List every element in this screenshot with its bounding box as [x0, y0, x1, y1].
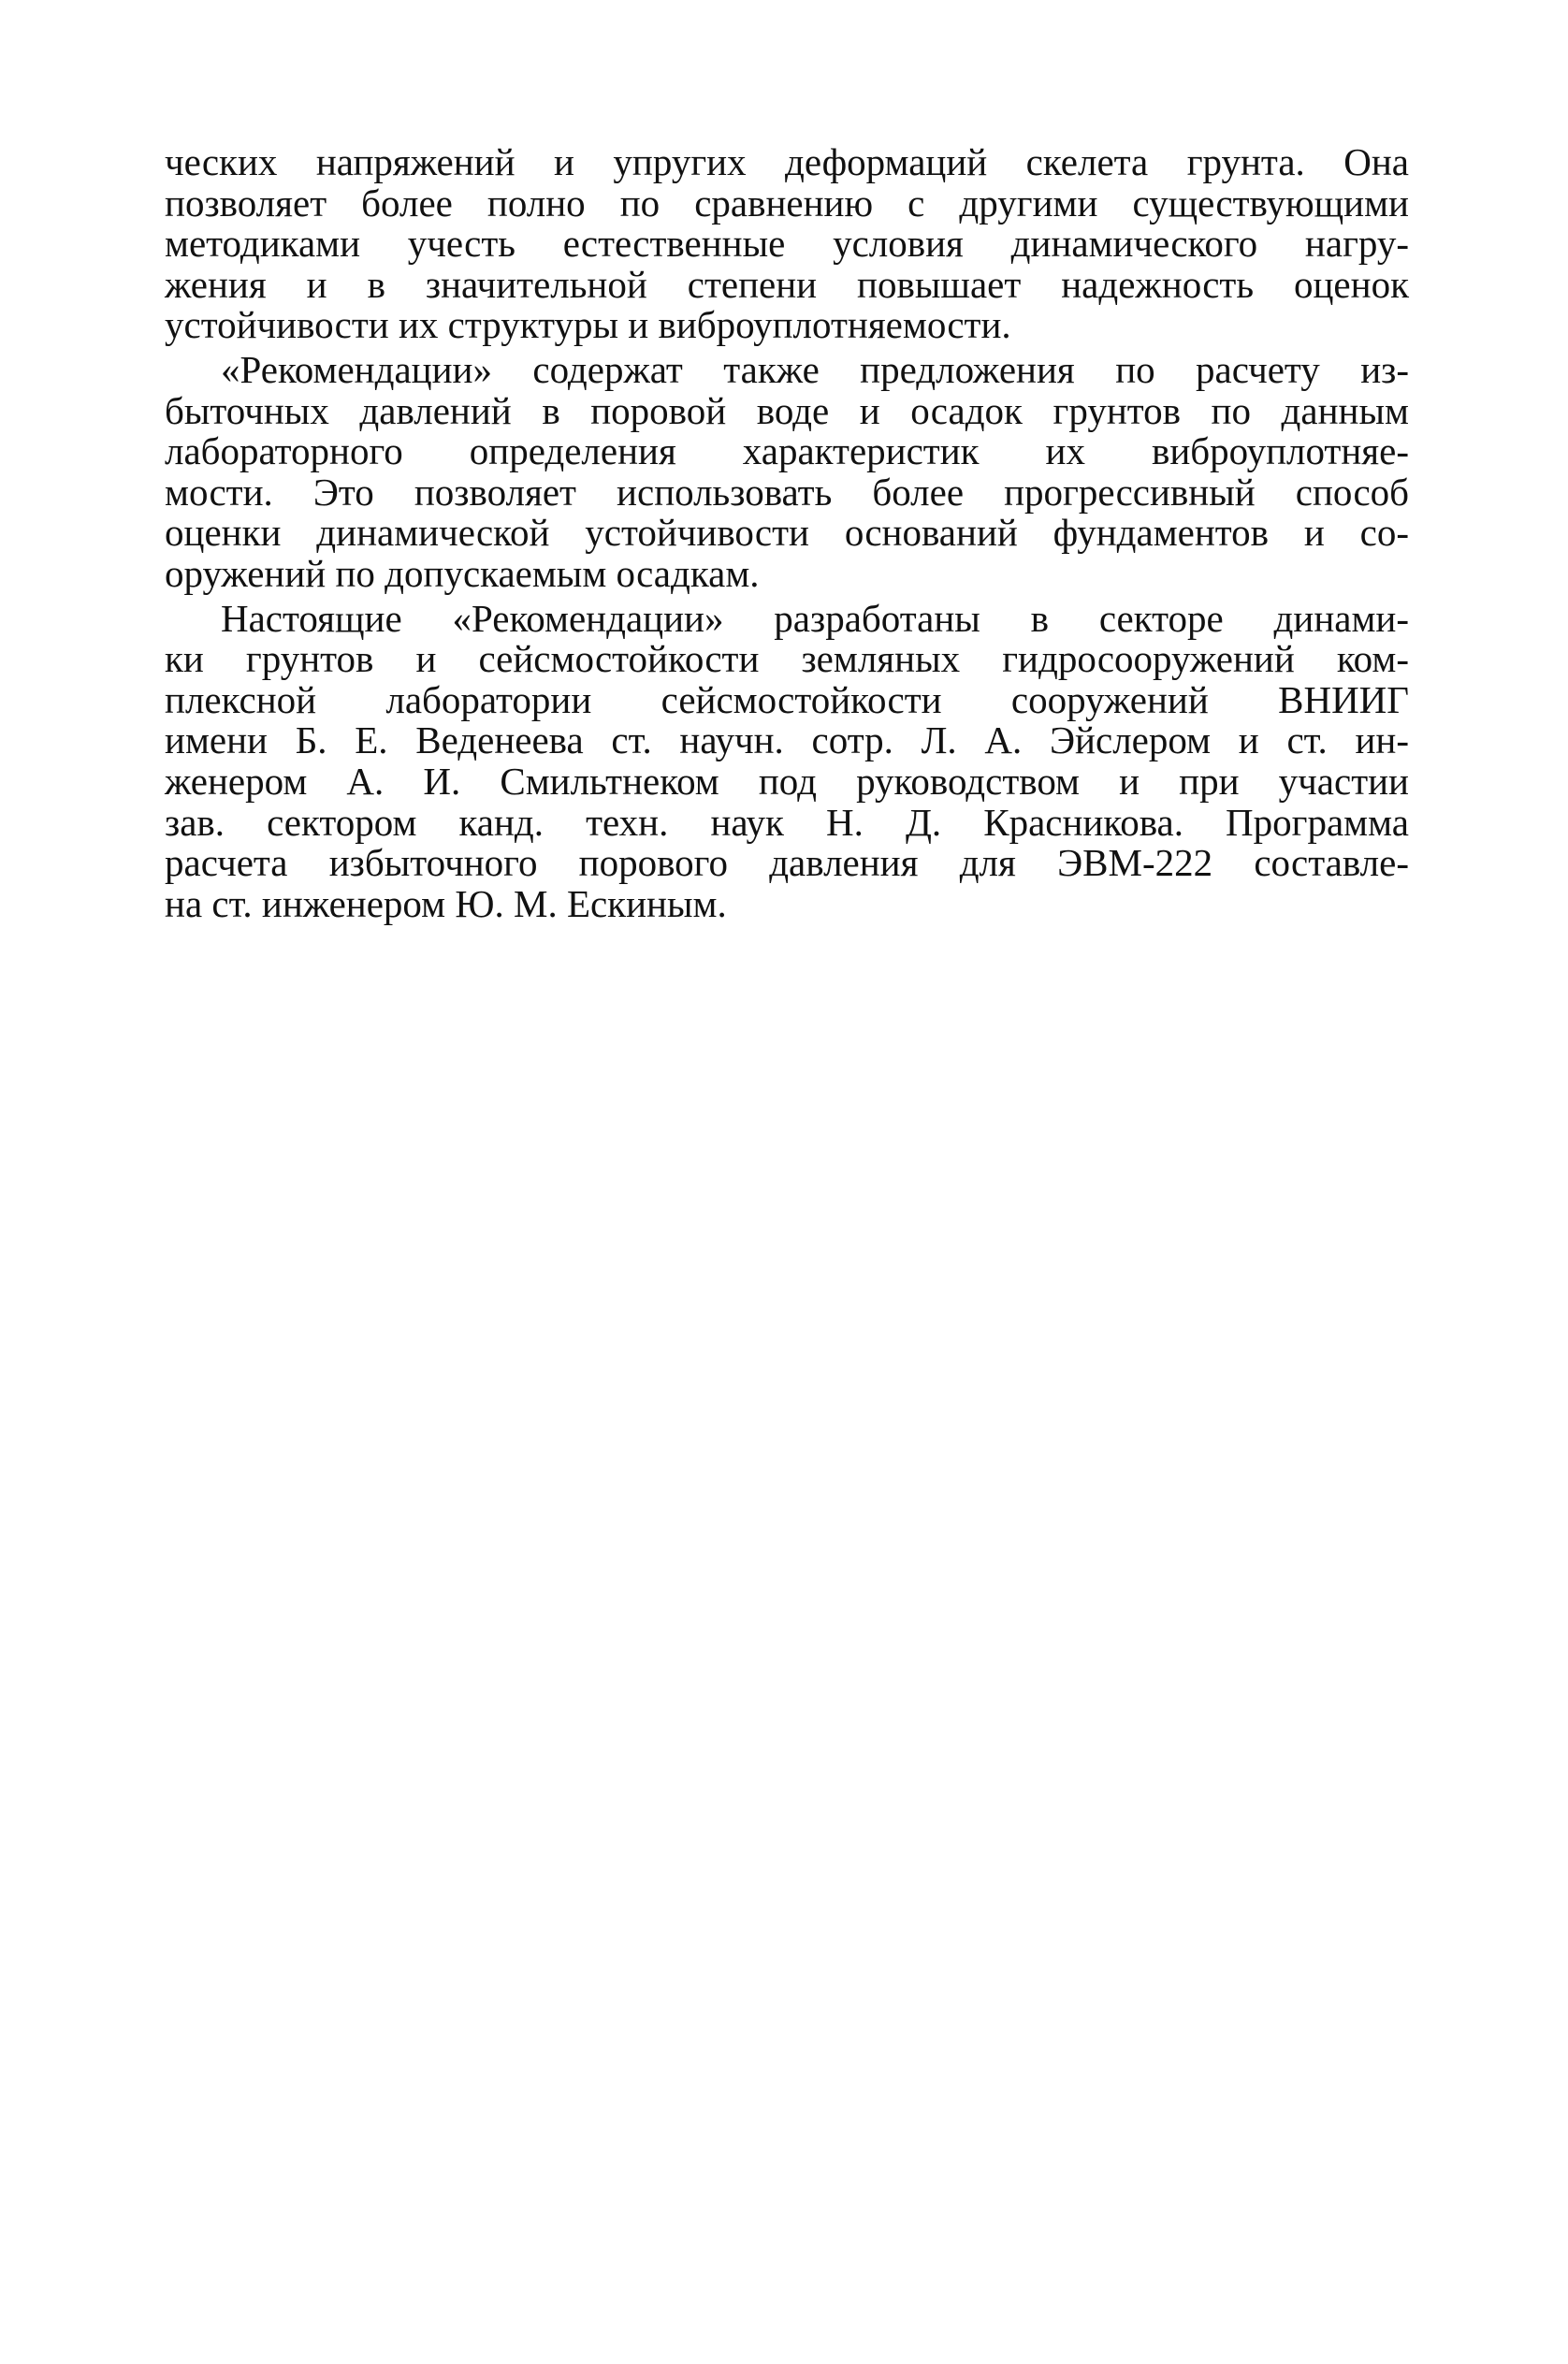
text-line: имени Б. Е. Веденеева ст. научн. сотр. Л. А. Эйслером и ст. ин- [165, 718, 1409, 762]
text-line: оружений по допускаемым осадкам. [165, 551, 760, 595]
paragraph-2 [165, 347, 1409, 595]
text-line: жения и в значительной степени повышает надежность оценок [165, 262, 1409, 306]
text-line: быточных давлений в поровой воде и осадок грунтов по данным [165, 388, 1409, 432]
paragraph-1 [165, 142, 1409, 346]
text-line: Настоящие «Рекомендации» разработаны в секторе динами- [221, 596, 1409, 640]
text-line: женером А. И. Смильтнеком под руководством и при участии [165, 759, 1409, 803]
paragraph-3 [165, 596, 1409, 925]
text-line: на ст. инженером Ю. М. Ескиным. [165, 881, 727, 925]
text-line: оценки динамической устойчивости оснований фундаментов и со- [165, 511, 1409, 555]
text-line: методиками учесть естественные условия динамического нагру- [165, 222, 1409, 266]
text-line: устойчивости их структуры и виброуплотняемости. [165, 303, 1011, 347]
body-text [165, 142, 1409, 924]
text-line: расчета избыточного порового давления для ЭВМ-222 составле- [165, 841, 1409, 885]
text-line: ки грунтов и сейсмостойкости земляных гидросооружений ком- [165, 637, 1409, 681]
text-line: зав. сектором канд. техн. наук Н. Д. Красникова. Программа [165, 800, 1409, 844]
text-line: лабораторного определения характеристик их виброуплотняе- [165, 429, 1409, 473]
text-line: плексной лаборатории сейсмостойкости сооружений ВНИИГ [165, 677, 1409, 721]
text-line: «Рекомендации» содержат также предложения по расчету из- [221, 347, 1409, 391]
text-line: мости. Это позволяет использовать более прогрессивный способ [165, 470, 1409, 514]
text-line: позволяет более полно по сравнению с другими существующими [165, 181, 1409, 225]
text-line: ческих напряжений и упругих деформаций скелета грунта. Она [165, 140, 1409, 183]
